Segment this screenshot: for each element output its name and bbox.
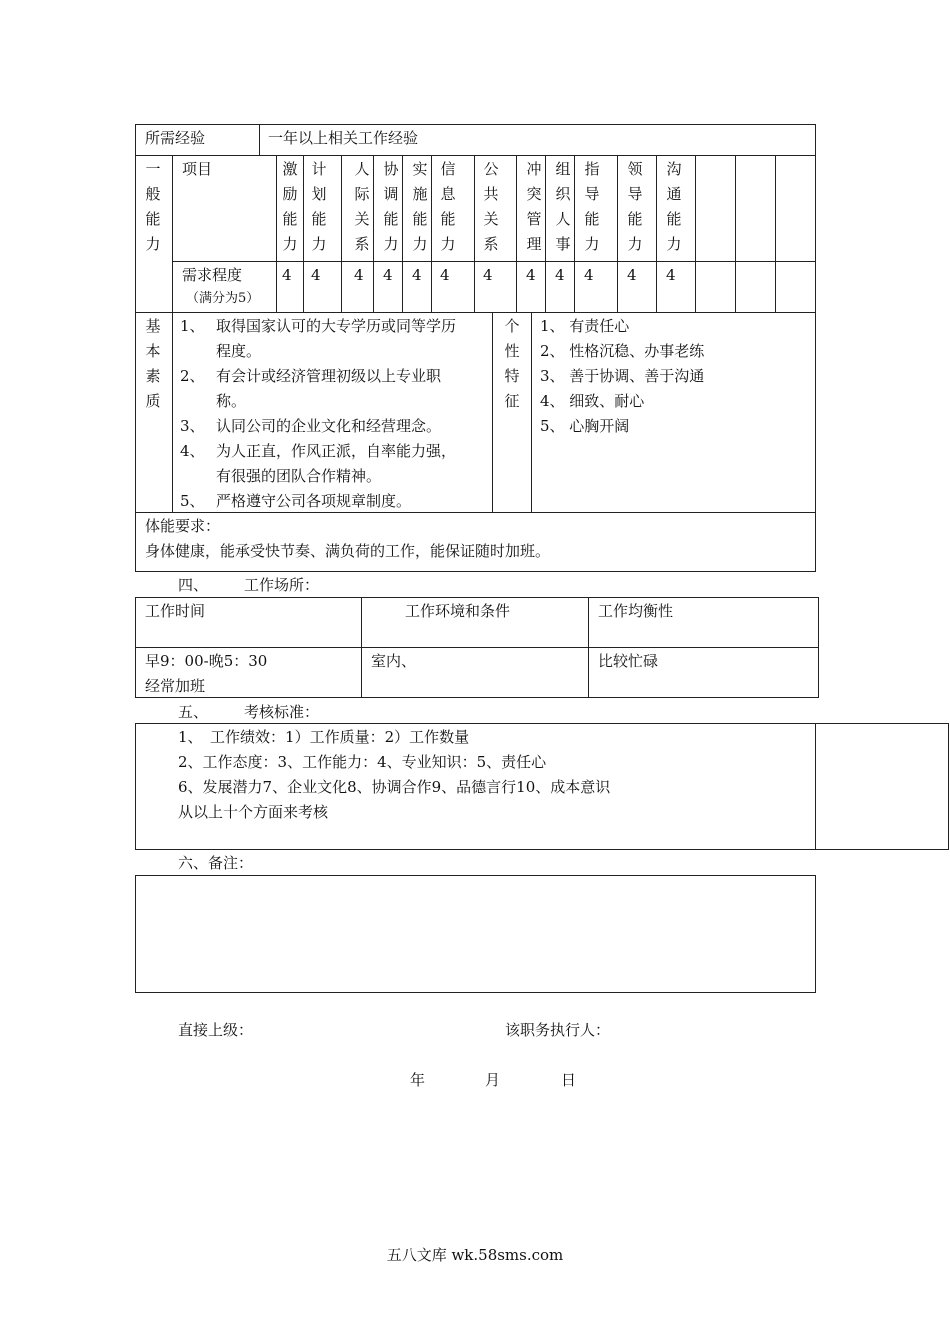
work-environment-value: 室内、 <box>371 652 417 670</box>
ability-level: 4 <box>627 266 637 284</box>
footer-watermark: 五八文库 wk.58sms.com <box>386 1246 564 1264</box>
physical-text: 身体健康，能承受快节奏、满负荷的工作，能保证随时加班。 <box>145 542 551 560</box>
ability-level: 4 <box>555 266 565 284</box>
ability-level: 4 <box>354 266 364 284</box>
ability-level: 4 <box>483 266 493 284</box>
quality-line: 为人正直，作风正派，自率能力强， <box>216 442 457 460</box>
ability-level: 4 <box>584 266 594 284</box>
workplace-heading: 工作场所： <box>244 576 320 594</box>
assessment-line: 6、发展潜力7、企业文化8、协调合作9、品德言行10、成本意识 <box>178 778 611 796</box>
quality-line: 有会计或经济管理初级以上专业职 <box>216 367 442 385</box>
quality-line: 程度。 <box>216 342 262 360</box>
ability-level: 4 <box>383 266 393 284</box>
work-time-header: 工作时间 <box>145 602 206 620</box>
remarks-box <box>135 875 816 993</box>
ability-level: 4 <box>282 266 292 284</box>
physical-title: 体能要求： <box>145 517 221 535</box>
workplace-heading-num: 四、 <box>178 576 209 594</box>
quality-num: 1、 <box>180 317 205 335</box>
item-label: 项目 <box>182 160 213 178</box>
assessment-line: 从以上十个方面来考核 <box>178 803 329 821</box>
date-month: 月 <box>485 1071 501 1089</box>
quality-num: 3、 <box>180 417 205 435</box>
date-day: 日 <box>561 1071 577 1089</box>
ability-level: 4 <box>311 266 321 284</box>
quality-line: 称。 <box>216 392 247 410</box>
personality-item: 5、 心胸开阔 <box>540 417 630 435</box>
basic-quality-label: 基本素质 <box>145 317 161 410</box>
executor-label: 该职务执行人： <box>505 1021 611 1039</box>
assessment-line: 2、工作态度：3、工作能力：4、专业知识：5、责任心 <box>178 753 547 771</box>
work-time-value: 早9：00-晚5：30 <box>145 652 268 670</box>
ability-name: 协调能力 <box>383 160 399 253</box>
assessment-line: 1、 工作绩效：1）工作质量：2）工作数量 <box>178 728 470 746</box>
ability-name: 组织人事 <box>555 160 571 253</box>
quality-line: 认同公司的企业文化和经营理念。 <box>216 417 442 435</box>
assessment-heading-num: 五、 <box>178 703 209 721</box>
supervisor-label: 直接上级： <box>178 1021 254 1039</box>
personality-label: 个性特征 <box>504 317 520 410</box>
work-balance-header: 工作均衡性 <box>598 602 674 620</box>
quality-line: 有很强的团队合作精神。 <box>216 467 382 485</box>
ability-name: 公共关系 <box>483 160 499 253</box>
assessment-heading: 考核标准： <box>244 703 320 721</box>
ability-name: 计划能力 <box>311 160 327 253</box>
ability-name: 信息能力 <box>440 160 456 253</box>
ability-name: 指导能力 <box>584 160 600 253</box>
ability-name: 激励能力 <box>282 160 298 253</box>
ability-name: 领导能力 <box>627 160 643 253</box>
ability-name: 实施能力 <box>412 160 428 253</box>
work-time-value: 经常加班 <box>145 677 206 695</box>
personality-item: 4、 细致、耐心 <box>540 392 645 410</box>
general-ability-label: 一般能力 <box>145 160 161 253</box>
quality-num: 2、 <box>180 367 205 385</box>
remarks-heading: 六、备注： <box>178 854 254 872</box>
work-environment-header: 工作环境和条件 <box>405 602 511 620</box>
level-note: （满分为5） <box>186 291 260 306</box>
ability-name: 冲突管理 <box>526 160 542 253</box>
personality-item: 3、 善于协调、善于沟通 <box>540 367 705 385</box>
quality-num: 5、 <box>180 492 205 510</box>
ability-level: 4 <box>666 266 676 284</box>
work-balance-value: 比较忙碌 <box>598 652 659 670</box>
ability-level: 4 <box>440 266 450 284</box>
date-year: 年 <box>410 1071 426 1089</box>
personality-item: 1、 有责任心 <box>540 317 630 335</box>
ability-name: 人际关系 <box>354 160 370 253</box>
level-label: 需求程度 <box>182 266 243 284</box>
experience-label: 所需经验 <box>145 129 206 147</box>
quality-num: 4、 <box>180 442 205 460</box>
ability-level: 4 <box>412 266 422 284</box>
quality-line: 严格遵守公司各项规章制度。 <box>216 492 412 510</box>
ability-name: 沟通能力 <box>666 160 682 253</box>
ability-level: 4 <box>526 266 536 284</box>
experience-value: 一年以上相关工作经验 <box>268 129 419 147</box>
personality-item: 2、 性格沉稳、办事老练 <box>540 342 705 360</box>
quality-line: 取得国家认可的大专学历或同等学历 <box>216 317 457 335</box>
